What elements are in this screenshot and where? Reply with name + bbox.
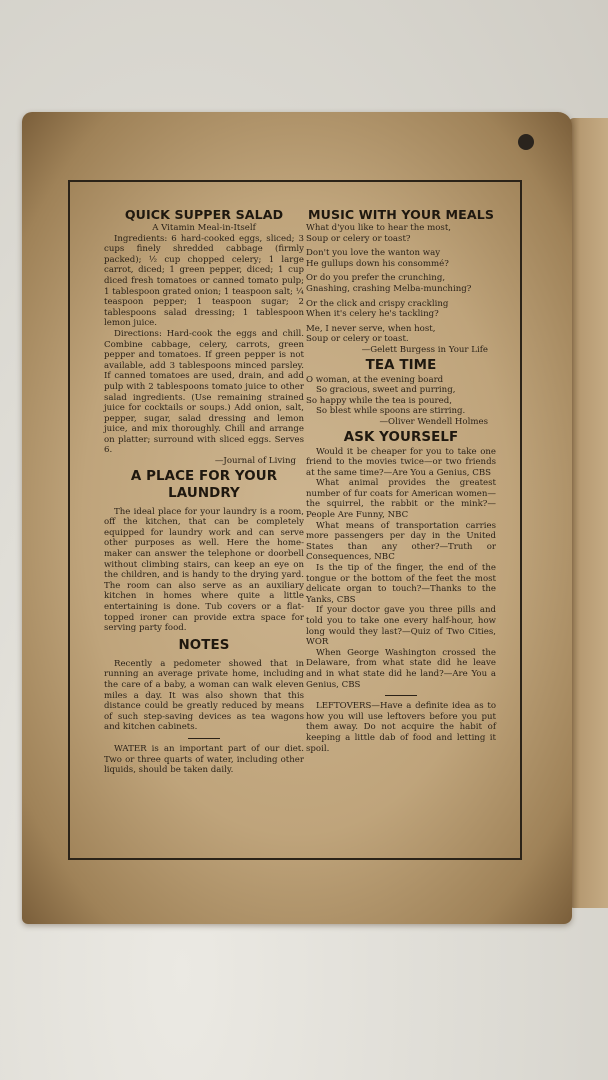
- notes-water: WATER is an important part of our diet. Two or three quarts of water, including other liquids, should be taken daily.: [104, 743, 304, 776]
- salad-title: QUICK SUPPER SALAD: [124, 207, 284, 222]
- music-stanza: [306, 223, 496, 244]
- ask-yourself-article: [306, 430, 496, 691]
- left-column: [104, 208, 304, 776]
- tea-time-verse: [306, 375, 496, 417]
- question: Would it be cheaper for you to take one friend to the movies twice—or two friends at the same time?—Are You a Genius, CBS: [306, 446, 496, 478]
- salad-ingredients: Ingredients: 6 hard-cooked eggs, sliced; 3 cups finely shredded cabbage (firmly packed); ½ cup chopped celery; 1 large carrot, diced; 1 green pepper, diced; 1 cup diced fresh tomatoes or canned tomato pulp; 1 tablespoon grated onion; 1 teaspoon salt; ¼ teaspoon pepper; 1 teaspoon sugar; 2 tablespoons salad dressing; 1 tablespoon lemon juice.: [104, 233, 305, 329]
- verse-line: Soup or celery or toast.: [306, 334, 409, 345]
- verse-line: Gnashing, crashing Melba-munching?: [306, 283, 472, 294]
- verse-line: Me, I never serve, when host,: [306, 323, 436, 334]
- notes-pedometer: Recently a pedometer showed that in running an average private home, including the care of a baby, a woman can walk eleven miles a day. It was also shown that this distance could be greatly reduced by means of such step-saving devices as tea wagons and kitchen cabinets.: [104, 658, 304, 733]
- laundry-title-line1: A PLACE FOR YOUR: [130, 468, 278, 484]
- divider-rule: [385, 695, 417, 696]
- question: What animal provides the greatest number of fur coats for American women—the squirrel, the rabbit or the mink?—People Are Funny, NBC: [306, 478, 496, 521]
- verse-line: So blest while spoons are stirring.: [316, 406, 466, 417]
- laundry-title-line2: LAUNDRY: [168, 485, 240, 501]
- question: If your doctor gave you three pills and told you to take one every half-hour, how long would they last?—Quiz of Two Cities, WOR: [306, 605, 496, 648]
- tea-time-source: —Oliver Wendell Holmes: [379, 416, 488, 427]
- tea-time-title: TEA TIME: [365, 357, 437, 373]
- laundry-article: [104, 469, 304, 634]
- question: What means of transportation carries more passengers per day in the United States than any other?—Truth or Consequences, NBC: [306, 520, 496, 563]
- salad-directions: Directions: Hard-cook the eggs and chill. Combine cabbage, celery, carrots, green pepper and tomatoes. If green pepper is not available, add 3 tablespoons minced parsley. If canned tomatoes are used, drain, and add pulp with 2 tablespoons tomato juice to other salad ingredients. (Use remaining strained juice for cocktails or soups.) Add onion, salt, pepper, sugar, salad dressing and lemon juice, and mix thoroughly. Chill and arrange on platter; surround with sliced eggs. Serves 6.: [104, 328, 304, 456]
- verse-line: What d'you like to hear the most,: [306, 223, 452, 233]
- verse-line: Or do you prefer the crunching,: [306, 273, 446, 284]
- verse-line: So happy while the tea is poured,: [306, 395, 452, 406]
- question: When George Washington crossed the Delaware, from what state did he leave and in what state did he land?—Are You a Genius, CBS: [306, 647, 496, 690]
- quick-supper-salad-article: [104, 208, 304, 467]
- tea-time-poem: [306, 358, 496, 428]
- ask-yourself-title: ASK YOURSELF: [343, 429, 459, 445]
- leftovers-note: LEFTOVERS—Have a definite idea as to how you will use leftovers before you put them away. Do not acquire the habit of keeping a little dab of food and letting it spoil.: [306, 701, 496, 754]
- content-frame: [68, 180, 522, 860]
- adjacent-page-edge: [568, 118, 608, 908]
- music-source: —Gelett Burgess in Your Life: [361, 344, 488, 355]
- verse-line: Don't you love the wanton way: [306, 248, 441, 259]
- verse-line: He gullups down his consommé?: [306, 258, 449, 269]
- verse-line: O woman, at the evening board: [306, 374, 444, 385]
- divider-rule: [188, 738, 220, 739]
- notes-title: NOTES: [178, 637, 230, 653]
- music-stanza: [306, 324, 496, 345]
- music-stanza: [306, 273, 496, 294]
- question: Is the tip of the finger, the end of the tongue or the bottom of the feet the most delicate organ to touch?—Thanks to the Yanks, CBS: [306, 563, 496, 605]
- music-title: MUSIC WITH YOUR MEALS: [308, 207, 494, 222]
- laundry-body: The ideal place for your laundry is a room, off the kitchen, that can be completely equipped for laundry work and can serve other purposes as well. Here the home-maker can answer the telephone or doorbell without climbing stairs, can keep an eye on the children, and is handy to the drying yard. The room can also serve as an auxiliary kitchen in homes where quite a little entertaining is done. Tub covers or a flat-topped ironer can provide extra space for serving party food.: [104, 506, 304, 634]
- verse-line: So gracious, sweet and purring,: [316, 385, 456, 396]
- music-with-meals-poem: [306, 208, 496, 356]
- salad-source: —Journal of Living: [214, 456, 296, 467]
- salad-subtitle: A Vitamin Meal-in-Itself: [152, 223, 256, 233]
- verse-line: When it's celery he's tackling?: [306, 309, 439, 320]
- notes-article: [104, 638, 304, 776]
- verse-line: Soup or celery or toast?: [306, 233, 411, 244]
- right-column: [306, 208, 496, 754]
- verse-line: Or the click and crispy crackling: [306, 298, 449, 309]
- music-stanza: [306, 248, 496, 269]
- binding-hole: [518, 134, 534, 150]
- music-stanza: [306, 299, 496, 320]
